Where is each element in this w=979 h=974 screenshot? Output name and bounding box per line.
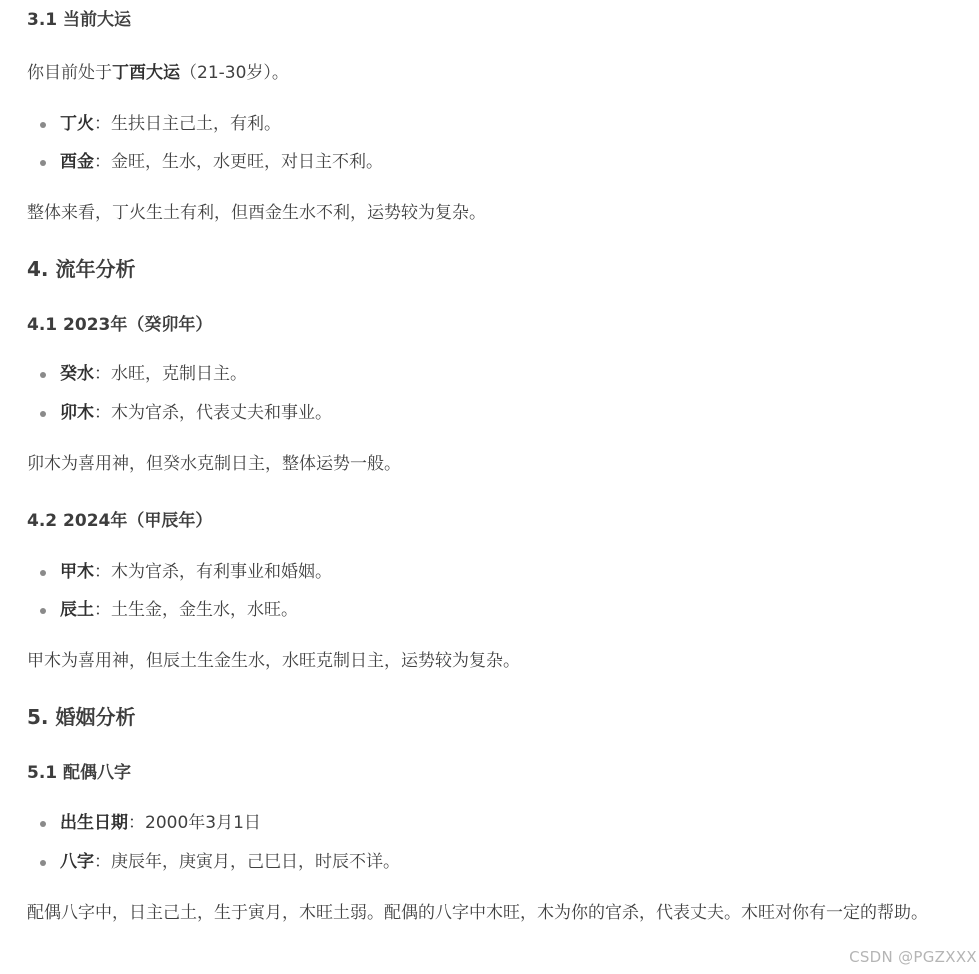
list-item [27, 364, 247, 384]
bullet-icon [40, 122, 46, 128]
list-2024 [27, 562, 332, 582]
list-item-desc: ：土生金，金生水，水旺。 [94, 600, 298, 620]
list-item [27, 600, 298, 620]
list-item [27, 813, 261, 833]
list-item [27, 562, 332, 582]
bullet-icon [40, 860, 46, 866]
list-current-luck-2 [27, 152, 383, 172]
list-2024-2 [27, 600, 298, 620]
bullet-icon [40, 608, 46, 614]
list-item-desc: ：木为官杀，有利事业和婚姻。 [94, 562, 332, 582]
section-heading-5-1: 5.1 配偶八字 [27, 763, 132, 783]
bullet-icon [40, 160, 46, 166]
paragraph-summary-4-2: 甲木为喜用神，但辰土生金生水，水旺克制日主，运势较为复杂。 [27, 651, 520, 671]
list-2023-2 [27, 403, 332, 423]
list-current-luck [27, 114, 281, 134]
list-item-desc: ：水旺，克制日主。 [94, 364, 247, 384]
list-item-desc: ：庚辰年，庚寅月，己巳日，时辰不详。 [94, 852, 400, 872]
paragraph-current-luck [27, 58, 289, 88]
list-item-term: 八字 [60, 852, 94, 872]
paragraph-summary-5-1: 配偶八字中，日主己土，生于寅月，木旺土弱。配偶的八字中木旺，木为你的官杀，代表丈夫。木旺对你有一定的帮助。 [27, 903, 928, 923]
paragraph-summary-3-1: 整体来看，丁火生土有利，但酉金生水不利，运势较为复杂。 [27, 203, 486, 223]
list-item-desc: ：木为官杀，代表丈夫和事业。 [94, 403, 332, 423]
list-item-term: 卯木 [60, 403, 94, 423]
list-item-term: 甲木 [60, 562, 94, 582]
list-spouse [27, 813, 261, 833]
bullet-icon [40, 821, 46, 827]
intro-suffix: （21-30岁）。 [180, 63, 289, 83]
bullet-icon [40, 372, 46, 378]
list-item [27, 114, 281, 134]
list-item-desc: ：2000年3月1日 [128, 813, 261, 833]
list-spouse-2 [27, 852, 400, 872]
intro-bold: 丁酉大运 [112, 63, 180, 83]
list-item [27, 152, 383, 172]
intro-prefix: 你目前处于 [27, 63, 112, 83]
section-heading-5: 5. 婚姻分析 [27, 705, 136, 729]
list-item-term: 出生日期 [60, 813, 128, 833]
watermark: CSDN @PGZXXX [849, 948, 977, 966]
list-item-desc: ：金旺，生水，水更旺，对日主不利。 [94, 152, 383, 172]
list-item-term: 丁火 [60, 114, 94, 134]
list-item-desc: ：生扶日主己土，有利。 [94, 114, 281, 134]
section-heading-4-1: 4.1 2023年（癸卯年） [27, 315, 213, 335]
bullet-icon [40, 411, 46, 417]
list-item-term: 辰土 [60, 600, 94, 620]
section-heading-4-2: 4.2 2024年（甲辰年） [27, 511, 213, 531]
list-item-term: 酉金 [60, 152, 94, 172]
list-item [27, 852, 400, 872]
list-2023 [27, 364, 247, 384]
section-heading-4: 4. 流年分析 [27, 257, 136, 281]
paragraph-summary-4-1: 卯木为喜用神，但癸水克制日主，整体运势一般。 [27, 454, 401, 474]
section-heading-3-1: 3.1 当前大运 [27, 10, 132, 30]
list-item [27, 403, 332, 423]
bullet-icon [40, 570, 46, 576]
list-item-term: 癸水 [60, 364, 94, 384]
